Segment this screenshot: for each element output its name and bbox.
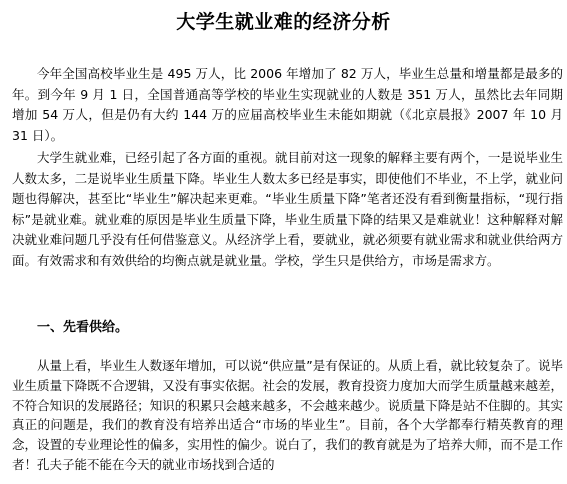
section-heading-supply: 一、先看供给。 — [37, 320, 129, 335]
paragraph-intro: 今年全国高校毕业生是 495 万人，比 2006 年增加了 82 万人，毕业生总量和增量都是最多的年。到今年 9 月 1 日，全国普通高等学校的毕业生实现就业的人数是 351 万人，虽然比去年同期增加 54 万人，但是仍有大约 144 万的应届高校毕业生未能如期就（《北京晨报》2007 年 10 月 31 日）。 — [12, 66, 563, 143]
paragraph-supply: 从量上看，毕业生人数逐年增加，可以说“供应量”是有保证的。从质上看，就比较复杂了。说毕业生质量下降既不合逻辑，又没有事实依据。社会的发展，教育投资力度加大而学生质量越来越差，不符合知识的发展路径；知识的积累只会越来越多，不会越来越少。说质量下降是站不住脚的。其实真正的问题是，我们的教育没有培养出适合“市场的毕业生”。目前，各个大学都奉行精英教育的理念，设置的专业理论性的偏多，实用性的偏少。说白了，我们的教育就是为了培养大师，而不是工作者！孔夫子能不能在今天的就业市场找到合适的 — [12, 358, 563, 472]
document-title: 大学生就业难的经济分析 — [176, 11, 391, 33]
paragraph-analysis: 大学生就业难，已经引起了各方面的重视。就目前对这一现象的解释主要有两个，一是说毕业生人数太多，二是说毕业生质量下降。毕业生人数太多已经是事实，即使他们不毕业，不上学，就业问题也得解决，甚至比“毕业生”解决起来更难。“毕业生质量下降”笔者还没有看到衡量指标，“现行指标”是就业难。就业难的原因是毕业生质量下降，毕业生质量下降的结果又是难就业！这种解释对解决就业难问题几乎没有任何借鉴意义。从经济学上看，要就业，就必须要有就业需求和就业供给两方面。有效需求和有效供给的均衡点就是就业量。学校，学生只是供给方，市场是需求方。 — [12, 150, 563, 268]
